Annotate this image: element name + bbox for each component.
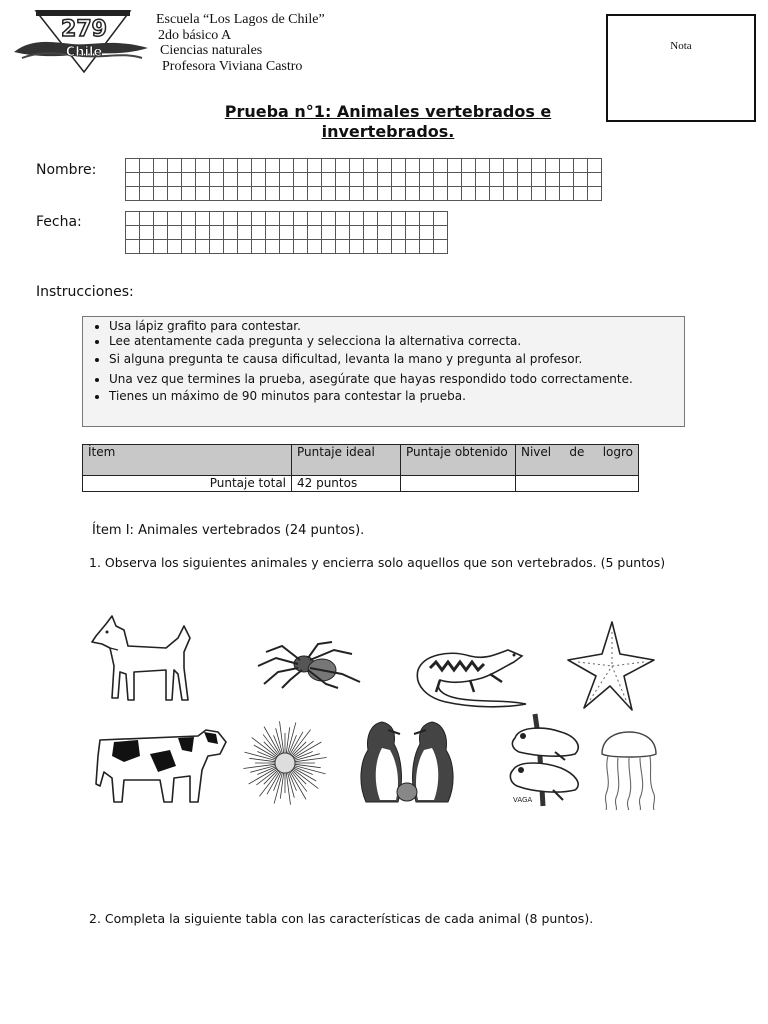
urchin-spine [280,773,283,799]
grid-cell[interactable] [266,187,280,201]
grid-cell[interactable] [294,187,308,201]
lizard-image[interactable] [410,640,530,710]
grid-cell[interactable] [238,173,252,187]
grid-cell[interactable] [210,159,224,173]
school-name: Escuela “Los Lagos de Chile” [156,12,325,27]
grid-cell[interactable] [518,173,532,187]
grid-cell[interactable] [140,226,154,240]
grid-cell[interactable] [140,159,154,173]
grid-cell[interactable] [154,226,168,240]
grid-cell[interactable] [238,187,252,201]
grid-cell[interactable] [532,187,546,201]
grid-cell[interactable] [224,240,238,254]
grid-cell[interactable] [378,159,392,173]
frogs-image[interactable] [505,712,590,807]
grid-cell[interactable] [336,159,350,173]
grid-cell[interactable] [168,159,182,173]
grid-cell[interactable] [224,173,238,187]
header-level: Nivel de logro [516,445,639,476]
date-label: Fecha: [36,214,82,230]
grid-cell[interactable] [294,212,308,226]
grid-cell[interactable] [252,173,266,187]
sea-urchin-image[interactable] [240,718,330,808]
grid-cell[interactable] [518,159,532,173]
grid-cell[interactable] [350,240,364,254]
grid-cell[interactable] [350,212,364,226]
grid-cell[interactable] [392,226,406,240]
grid-cell[interactable] [560,173,574,187]
grid-cell[interactable] [266,226,280,240]
grid-cell[interactable] [364,212,378,226]
grid-cell[interactable] [140,240,154,254]
question-1: 1. Observa los siguientes animales y encierra solo aquellos que son vertebrados. (5 puntos) [89,555,666,570]
grid-cell[interactable] [476,173,490,187]
grid-cell[interactable] [350,226,364,240]
instruction-item: • Una vez que termines la prueba, asegúrate que hayas respondido todo correctamente. [109,369,678,389]
grid-cell[interactable] [252,187,266,201]
grid-cell[interactable] [266,159,280,173]
urchin-spine [244,752,275,760]
grid-cell[interactable] [378,226,392,240]
urchin-spine [295,764,321,767]
grid-cell[interactable] [546,173,560,187]
grid-cell[interactable] [154,240,168,254]
grid-cell[interactable] [280,226,294,240]
header-ideal: Puntaje ideal [292,445,401,476]
grid-cell[interactable] [350,159,364,173]
spider-image[interactable] [252,640,367,690]
school-logo [12,8,150,74]
instruction-item: • Tienes un máximo de 90 minutos para contestar la prueba. [109,389,678,404]
grid-cell[interactable] [196,226,210,240]
grid-cell[interactable] [154,173,168,187]
grade: 2do básico A [158,28,232,43]
grid-cell[interactable] [392,212,406,226]
name-label: Nombre: [36,162,97,178]
grid-cell[interactable] [308,187,322,201]
urchin-spine [295,766,326,774]
grid-cell[interactable] [336,212,350,226]
date-grid[interactable] [125,211,448,254]
grid-cell[interactable] [182,240,196,254]
total-value: 42 puntos [292,476,401,492]
cow-image[interactable] [94,726,229,806]
grid-cell[interactable] [308,226,322,240]
grid-cell[interactable] [294,159,308,173]
grid-cell[interactable] [392,173,406,187]
grid-cell[interactable] [322,212,336,226]
grid-cell[interactable] [364,159,378,173]
grid-cell[interactable] [280,212,294,226]
grid-cell[interactable] [210,240,224,254]
grid-cell[interactable] [392,187,406,201]
grid-cell[interactable] [574,159,588,173]
grid-cell[interactable] [406,173,420,187]
grid-cell[interactable] [168,187,182,201]
grid-cell[interactable] [588,187,602,201]
grid-cell[interactable] [462,187,476,201]
instruction-item: • Lee atentamente cada pregunta y selecciona la alternativa correcta. [109,334,678,349]
grid-cell[interactable] [224,212,238,226]
grid-cell[interactable] [210,173,224,187]
grid-cell[interactable] [392,159,406,173]
grid-cell[interactable] [476,159,490,173]
grid-cell[interactable] [126,159,140,173]
starfish-image[interactable] [566,620,656,712]
grid-cell[interactable] [560,187,574,201]
urchin-spine [288,722,296,753]
grid-cell[interactable] [546,159,560,173]
logo-country: Chile [65,45,103,60]
urchin-spine [292,770,306,784]
grid-cell[interactable] [574,173,588,187]
nota-label: Nota [670,40,692,52]
grid-cell[interactable] [406,187,420,201]
urchin-spine [286,727,289,753]
title-line-1: Prueba n°1: Animales vertebrados e [224,102,552,121]
instruction-item: • Usa lápiz grafito para contestar. [109,319,678,334]
teacher: Profesora Viviana Castro [162,59,303,74]
grid-cell[interactable] [196,240,210,254]
grid-cell[interactable] [364,173,378,187]
grid-cell[interactable] [168,240,182,254]
grid-cell[interactable] [154,212,168,226]
grid-cell[interactable] [126,212,140,226]
urchin-spine [264,770,278,784]
urchin-spine [286,773,290,805]
dog-image[interactable] [88,608,198,708]
grid-cell[interactable] [406,226,420,240]
instruction-item: • Si alguna pregunta te causa dificultad, levanta la mano y pregunta al profesor. [109,349,678,369]
grid-cell[interactable] [210,187,224,201]
grid-cell[interactable] [532,173,546,187]
grid-cell[interactable] [266,212,280,226]
grid-cell[interactable] [364,226,378,240]
grid-cell[interactable] [434,187,448,201]
jellyfish-image[interactable] [598,730,660,810]
grid-cell[interactable] [420,173,434,187]
grid-cell[interactable] [182,173,196,187]
grid-cell[interactable] [546,187,560,201]
urchin-spine [249,758,275,761]
grid-cell[interactable] [224,187,238,201]
grid-cell[interactable] [504,187,518,201]
grid-cell[interactable] [126,240,140,254]
grid-cell[interactable] [448,173,462,187]
grid-cell[interactable] [308,212,322,226]
grid-cell[interactable] [518,187,532,201]
question-2: 2. Completa la siguiente tabla con las características de cada animal (8 puntos). [89,911,594,926]
grid-cell[interactable] [574,187,588,201]
grid-cell[interactable] [364,240,378,254]
grid-cell[interactable] [434,240,448,254]
level-cell[interactable] [516,476,639,492]
grid-cell[interactable] [196,212,210,226]
grid-cell[interactable] [490,173,504,187]
grid-cell[interactable] [434,226,448,240]
logo-number: 279 [61,17,107,42]
grid-cell[interactable] [434,159,448,173]
grid-cell[interactable] [504,173,518,187]
grid-cell[interactable] [392,240,406,254]
grid-cell[interactable] [462,159,476,173]
grid-cell[interactable] [420,226,434,240]
grid-cell[interactable] [504,159,518,173]
grid-cell[interactable] [168,226,182,240]
grid-cell[interactable] [168,173,182,187]
grid-cell[interactable] [420,212,434,226]
grid-cell[interactable] [448,159,462,173]
grid-cell[interactable] [182,212,196,226]
grid-cell[interactable] [364,187,378,201]
grid-cell[interactable] [350,187,364,201]
score-table [82,444,639,492]
grid-cell[interactable] [154,187,168,201]
grid-cell[interactable] [252,212,266,226]
grid-cell[interactable] [336,240,350,254]
grid-cell[interactable] [238,159,252,173]
grid-cell[interactable] [196,159,210,173]
grid-cell[interactable] [252,240,266,254]
grid-cell[interactable] [378,212,392,226]
grid-cell[interactable] [140,187,154,201]
grid-cell[interactable] [210,226,224,240]
grid-cell[interactable] [126,173,140,187]
grid-cell[interactable] [490,187,504,201]
grid-cell[interactable] [378,187,392,201]
penguins-image[interactable] [352,718,462,808]
grid-cell[interactable] [308,240,322,254]
instructions-box [82,316,685,427]
grid-cell[interactable] [336,173,350,187]
grid-cell[interactable] [378,240,392,254]
grid-cell[interactable] [378,173,392,187]
grid-cell[interactable] [476,187,490,201]
urchin-spine [243,764,275,768]
grid-cell[interactable] [280,173,294,187]
grid-cell[interactable] [126,187,140,201]
grid-cell[interactable] [252,159,266,173]
grid-cell[interactable] [182,187,196,201]
grid-cell[interactable] [322,159,336,173]
grid-cell[interactable] [406,159,420,173]
grid-cell[interactable] [434,212,448,226]
grid-cell[interactable] [280,187,294,201]
grid-cell[interactable] [140,173,154,187]
grid-cell[interactable] [126,226,140,240]
exam-title [150,102,626,142]
instructions-label: Instrucciones: [36,284,134,300]
grid-cell[interactable] [420,159,434,173]
urchin-spine [295,758,327,762]
grid-cell[interactable] [588,159,602,173]
grid-cell[interactable] [322,226,336,240]
grid-cell[interactable] [252,226,266,240]
grid-cell[interactable] [462,173,476,187]
grid-cell[interactable] [350,173,364,187]
grid-cell[interactable] [196,187,210,201]
grid-cell[interactable] [322,173,336,187]
urchin-spine [264,742,278,756]
urchin-spine [280,721,284,753]
grid-cell[interactable] [238,226,252,240]
grid-cell[interactable] [224,226,238,240]
grid-cell[interactable] [322,187,336,201]
grid-cell[interactable] [224,159,238,173]
grid-cell[interactable] [154,159,168,173]
grid-cell[interactable] [336,226,350,240]
grid-cell[interactable] [182,159,196,173]
grid-cell[interactable] [196,173,210,187]
header-item: Ítem [83,445,292,476]
grid-cell[interactable] [532,159,546,173]
urchin-spine [292,742,306,756]
urchin-spine [274,773,282,804]
grid-cell[interactable] [406,212,420,226]
grid-cell[interactable] [420,240,434,254]
item1-title: Ítem I: Animales vertebrados (24 puntos). [92,523,365,538]
grid-cell[interactable] [308,159,322,173]
grid-cell[interactable] [588,173,602,187]
name-grid[interactable] [125,158,602,201]
nota-box [606,14,756,122]
grid-cell[interactable] [140,212,154,226]
subject: Ciencias naturales [160,43,263,58]
artist-signature: VAGA [513,796,533,804]
grid-cell[interactable] [490,159,504,173]
grid-cell[interactable] [238,212,252,226]
grid-cell[interactable] [210,212,224,226]
grid-cell[interactable] [336,187,350,201]
grid-cell[interactable] [434,173,448,187]
grid-cell[interactable] [280,240,294,254]
grid-cell[interactable] [294,240,308,254]
title-line-2: invertebrados. [321,122,455,141]
grid-cell[interactable] [406,240,420,254]
grid-cell[interactable] [448,187,462,201]
grid-cell[interactable] [294,173,308,187]
grid-cell[interactable] [280,159,294,173]
grid-cell[interactable] [322,240,336,254]
total-label: Puntaje total [83,476,292,492]
obtained-cell[interactable] [401,476,516,492]
grid-cell[interactable] [420,187,434,201]
grid-cell[interactable] [168,212,182,226]
grid-cell[interactable] [308,173,322,187]
grid-cell[interactable] [266,240,280,254]
grid-cell[interactable] [294,226,308,240]
grid-cell[interactable] [182,226,196,240]
grid-cell[interactable] [238,240,252,254]
grid-cell[interactable] [560,159,574,173]
grid-cell[interactable] [266,173,280,187]
header-obtained: Puntaje obtenido [401,445,516,476]
